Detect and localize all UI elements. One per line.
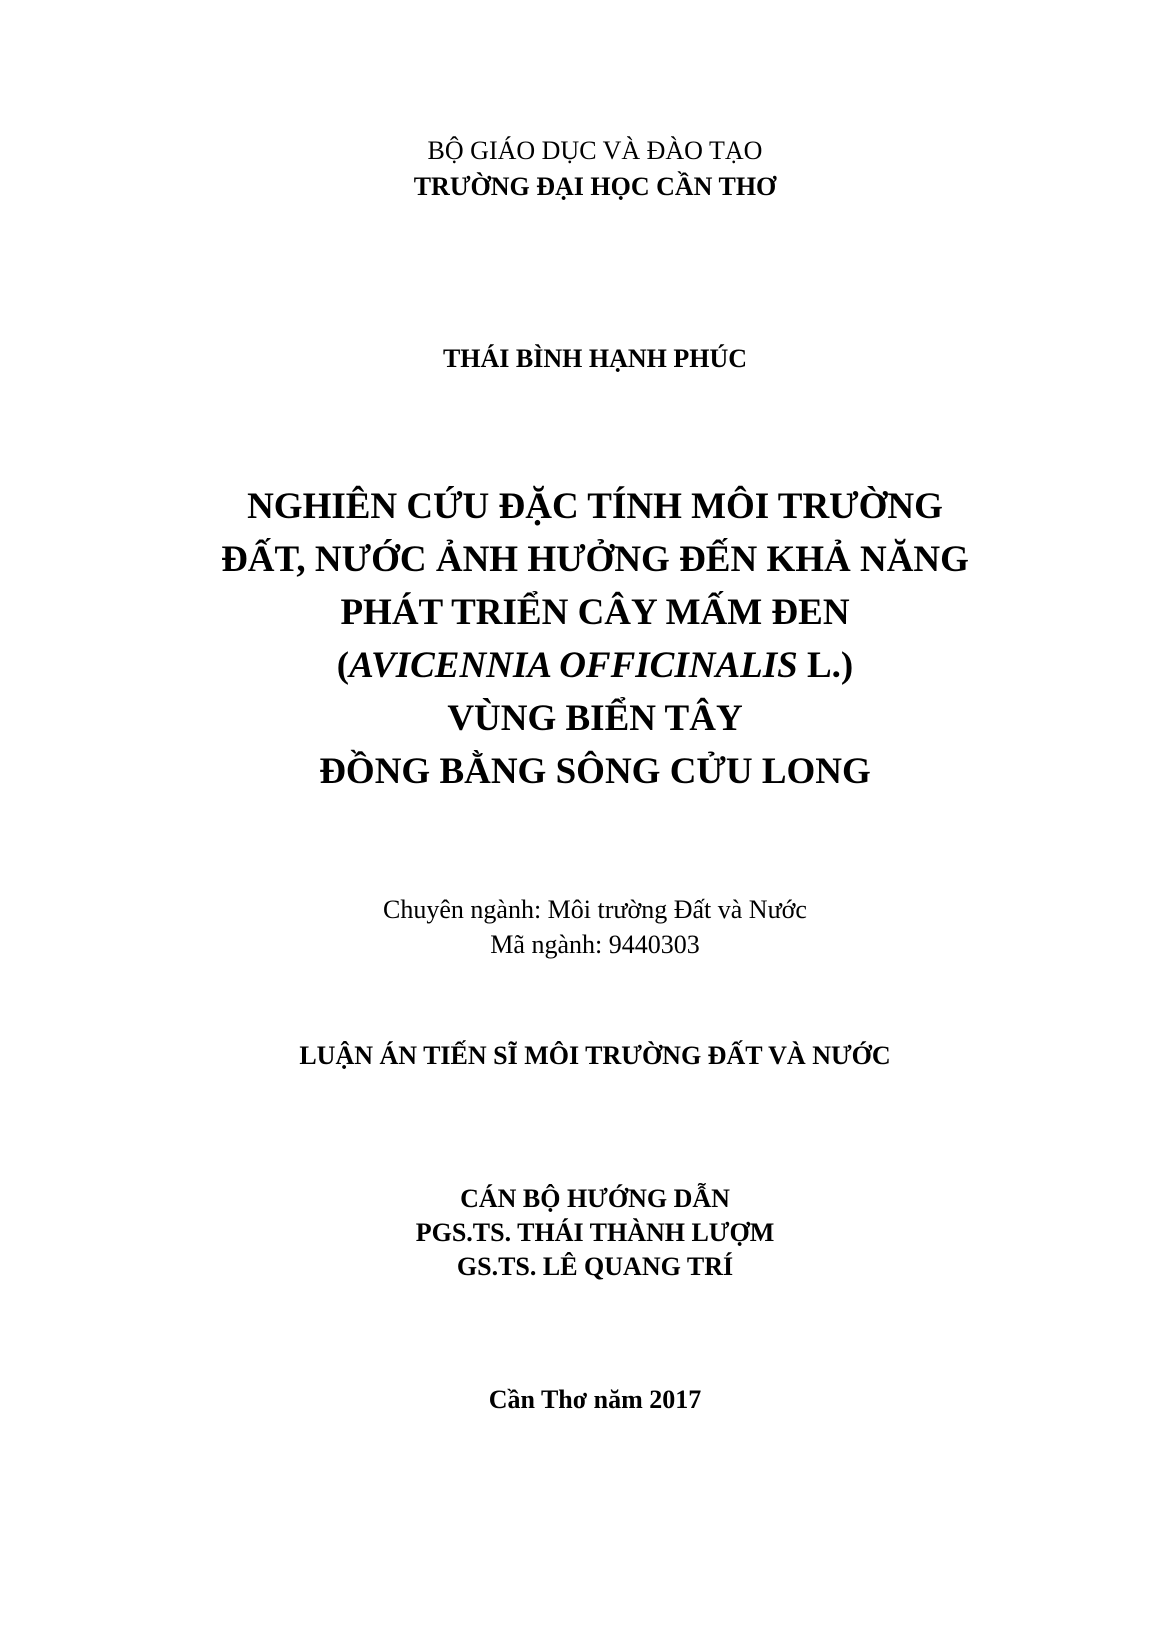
supervisor-label: CÁN BỘ HƯỚNG DẪN <box>460 1184 730 1213</box>
specialty: Chuyên ngành: Môi trường Đất và Nước <box>383 895 807 924</box>
title-line-1: NGHIÊN CỨU ĐẶC TÍNH MÔI TRƯỜNG <box>247 486 943 527</box>
title-line-3: PHÁT TRIỂN CÂY MẤM ĐEN <box>340 592 850 633</box>
title-species-author: L.) <box>797 645 854 686</box>
title-line-6: ĐỒNG BẰNG SÔNG CỬU LONG <box>319 751 871 792</box>
supervisor-name: GS.TS. LÊ QUANG TRÍ <box>456 1252 734 1281</box>
author-name: THÁI BÌNH HẠNH PHÚC <box>442 344 748 373</box>
title-line-2: ĐẤT, NƯỚC ẢNH HƯỞNG ĐẾN KHẢ NĂNG <box>221 539 969 580</box>
supervisor-name: PGS.TS. THÁI THÀNH LƯỢM <box>415 1218 775 1247</box>
ministry-name: BỘ GIÁO DỤC VÀ ĐÀO TẠO <box>427 136 763 165</box>
specialty-code: Mã ngành: 9440303 <box>490 930 700 959</box>
species-name: AVICENNIA OFFICINALIS <box>349 645 798 686</box>
title-line-4 <box>0 641 1157 691</box>
thesis-type: LUẬN ÁN TIẾN SĨ MÔI TRƯỜNG ĐẤT VÀ NƯỚC <box>299 1041 891 1070</box>
title-line-5: VÙNG BIỂN TÂY <box>447 698 743 739</box>
university-name: TRƯỜNG ĐẠI HỌC CẦN THƠ <box>413 172 777 201</box>
place-and-year: Cần Thơ năm 2017 <box>488 1385 702 1414</box>
title-paren-open: ( <box>336 645 350 686</box>
